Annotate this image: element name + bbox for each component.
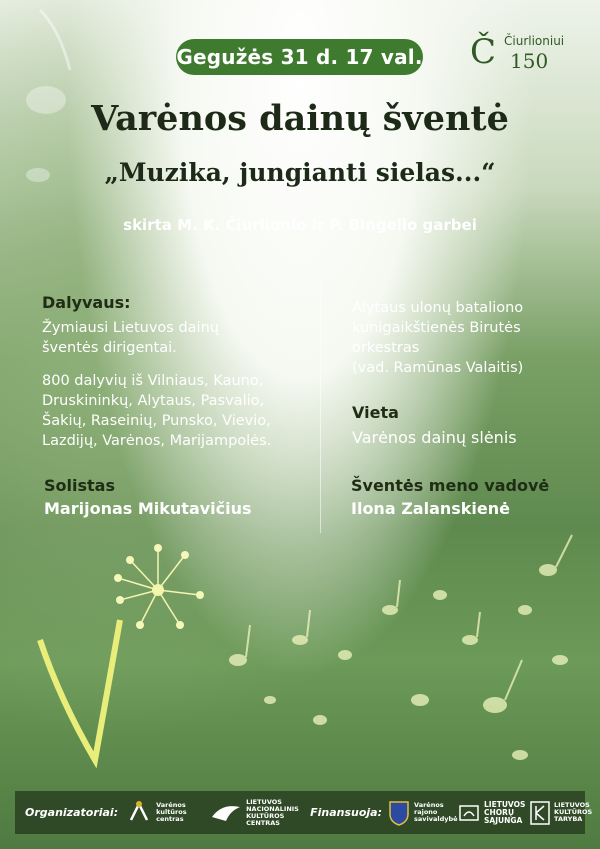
varena-logo-icon [126,800,152,826]
event-dedication: skirta M. K. Čiurlionio ir P. Bingelio garbei [123,216,477,234]
bird-logo-icon [210,801,242,825]
director-heading: Šventės meno vadovė [351,476,550,495]
municipality-line-3: savivaldybė [414,815,458,823]
culture-council-line-1: LIETUVOS [554,801,590,809]
participants-count-line-4: Lazdijų, Varėnos, Marijampolės. [42,433,272,449]
dandelion-icon [40,544,204,760]
orchestra-line-1: Alytaus ulonų bataliono [352,300,524,316]
director-name: Ilona Zalanskienė [351,499,510,518]
choir-union-line-2: CHORŲ [484,807,515,817]
varena-culture-centre-logo [126,800,200,826]
logo-number: 150 [510,49,549,73]
soloist-heading: Solistas [44,476,115,495]
lnkc-line-3: KULTŪROS [246,811,285,820]
choir-union-line-3: SĄJUNGA [484,815,523,825]
varena-logo-text: Varėnos kultūros centras [156,801,187,823]
participants-line-1: Žymiausi Lietuvos dainų [42,320,219,336]
dandelion-stem [40,620,120,760]
orchestra-line-2: kunigaikštienės Birutės [352,320,521,336]
participants-count-line-1: 800 dalyvių iš Vilniaus, Kauno, [42,373,264,389]
funders-label: Finansuoja: [310,806,383,819]
lnkc-line-2: NACIONALINIS [246,804,299,813]
choir-union-line-1: LIETUVOS [484,799,526,809]
participants-line-2: šventės dirigentai. [42,340,177,356]
soloist-name: Marijonas Mikutavičius [44,499,252,518]
venue-heading: Vieta [352,403,399,422]
participants-count-line-3: Šakių, Raseinių, Punsko, Vievio, [42,413,271,429]
culture-council-logo [530,801,593,825]
culture-council-line-2: KULTŪROS [554,808,593,816]
choir-union-icon [458,802,480,824]
logo-text: Čiurlioniui [504,34,565,48]
orchestra-line-4: (vad. Ramūnas Valaitis) [352,360,524,376]
ciurlionis-150-logo [470,28,565,76]
event-date-badge: Gegužės 31 d. 17 val. [176,39,423,75]
venue-name: Varėnos dainų slėnis [352,428,517,447]
event-title: Varėnos dainų šventė [91,98,509,139]
culture-council-line-3: TARYBA [554,815,583,823]
coat-of-arms-icon [388,800,410,826]
column-divider [320,283,321,533]
c-logo-icon: Č [470,32,497,72]
participants-count-line-2: Druskininkų, Alytaus, Pasvalio, [42,393,265,409]
note-stem-top [40,10,70,70]
lnkc-line-4: CENTRAS [246,818,280,827]
lnkc-logo [210,799,302,827]
participants-heading: Dalyvaus: [42,293,131,312]
varena-municipality-logo [388,800,458,826]
organizers-label: Organizatoriai: [25,806,119,819]
sponsors-footer [15,791,593,834]
event-subtitle: „Muzika, jungianti sielas...“ [104,158,496,187]
municipality-line-1: Varėnos [414,801,444,809]
orchestra-line-3: orkestras [352,340,420,356]
choir-union-logo [458,799,526,825]
culture-council-icon [530,801,550,825]
municipality-line-2: rajono [414,808,438,816]
lnkc-line-1: LIETUVOS [246,797,282,806]
